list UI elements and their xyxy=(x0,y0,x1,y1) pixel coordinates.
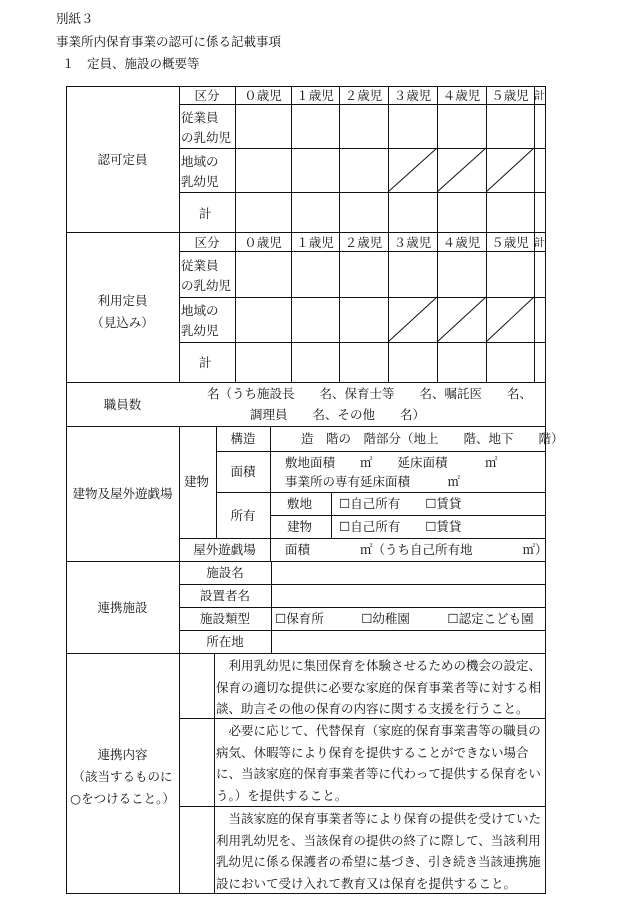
ninka-title: 認可定員 xyxy=(97,152,148,167)
content-item-1: 利用乳幼児に集団保育を体験させるための機会の設定、保育の適切な提供に必要な家庭的保育事業者等に対する相談、助言その他の保育の内容に関する支援を行うこと。 xyxy=(216,658,542,716)
area-line-2: 事業所の専有延床面積 ㎡ xyxy=(285,474,461,489)
riyou-title: 利用定員 （見込み） xyxy=(91,293,154,330)
riyou-total-col: 計 xyxy=(534,236,545,249)
yard-label: 屋外遊戯場 xyxy=(193,542,256,557)
ninka-total-col: 計 xyxy=(534,89,545,102)
riyou-age-1: １歳児 xyxy=(296,235,334,250)
ninka-age-4: ４歳児 xyxy=(442,88,481,103)
riyou-age-0: ０歳児 xyxy=(244,235,282,250)
ownership-building-label: 建物 xyxy=(287,519,313,534)
section-heading: １ 定員、施設の概要等 xyxy=(62,56,200,71)
partner-type-options: ☐保育所 ☐幼稚園 ☐認定こども園 xyxy=(275,611,534,626)
partner-address-label: 所在地 xyxy=(206,634,244,649)
riyou-header-label: 区分 xyxy=(194,235,220,250)
content-item-3: 当該家庭的保育事業者等により保育の提供を受けていた利用乳幼児を、当該保育の提供の終了に際して、当該利用乳幼児に係る保護者の希望に基づき、引き続き当該連携施設において受け入れて教育又は保育を提供すること。 xyxy=(216,811,542,891)
staff-line-2: 調理員 名、その他 名） xyxy=(250,407,426,422)
building-title: 建物及屋外遊戯場 xyxy=(72,486,173,501)
ninka-age-2: ２歳児 xyxy=(344,88,383,103)
area-label: 面積 xyxy=(230,464,256,479)
building-label: 建物 xyxy=(184,474,210,489)
riyou-row-employee: 従業員 の乳幼児 xyxy=(181,258,232,293)
partner-type-label: 施設類型 xyxy=(199,611,250,626)
area-line-1: 敷地面積 ㎡ 延床面積 ㎡ xyxy=(285,455,498,470)
staff-title: 職員数 xyxy=(103,397,142,412)
ninka-row-employee: 従業員 の乳幼児 xyxy=(181,110,232,145)
ninka-age-0: ０歳児 xyxy=(244,88,282,103)
riyou-age-5: ５歳児 xyxy=(491,235,529,250)
structure-label: 構造 xyxy=(230,431,256,446)
riyou-age-2: ２歳児 xyxy=(344,235,383,250)
partner-founder-label: 設置者名 xyxy=(199,588,250,603)
ninka-header-label: 区分 xyxy=(194,88,220,103)
riyou-row-total: 計 xyxy=(199,355,212,370)
ownership-land-label: 敷地 xyxy=(287,496,313,511)
content-title: 連携内容 （該当するものに ○をつけること。） xyxy=(70,747,175,806)
yard-value: 面積 ㎡（うち自己所有地 ㎡） xyxy=(285,542,548,557)
ninka-row-local: 地域の 乳幼児 xyxy=(181,154,219,189)
ninka-age-5: ５歳児 xyxy=(491,88,529,103)
annex-label: 別紙３ xyxy=(56,11,94,26)
ownership-label: 所有 xyxy=(230,508,256,523)
ownership-land-options: ☐自己所有 ☐賃貸 xyxy=(339,496,462,511)
riyou-row-local: 地域の 乳幼児 xyxy=(181,303,219,338)
partner-name-label: 施設名 xyxy=(206,565,244,580)
content-item-2: 必要に応じて、代替保育（家庭的保育事業書等の職員の病気、休暇等により保育を提供することができない場合に、当該家庭的保育事業者等に代わって提供する保育をいう。）を提供すること。 xyxy=(216,723,541,803)
document-title: 事業所内保育事業の認可に係る記載事項 xyxy=(56,34,282,49)
ownership-building-options: ☐自己所有 ☐賃貸 xyxy=(339,519,462,534)
ninka-age-3: ３歳児 xyxy=(393,88,432,103)
partner-title: 連携施設 xyxy=(97,600,148,615)
riyou-age-3: ３歳児 xyxy=(393,235,432,250)
staff-line-1: 名（うち施設長 名、保育士等 名、嘱託医 名、 xyxy=(207,386,533,401)
ninka-age-1: １歳児 xyxy=(296,88,334,103)
structure-value: 造 階の 階部分（地上 階、地下 階） xyxy=(301,431,564,446)
riyou-age-4: ４歳児 xyxy=(442,235,481,250)
ninka-row-total: 計 xyxy=(199,206,212,221)
